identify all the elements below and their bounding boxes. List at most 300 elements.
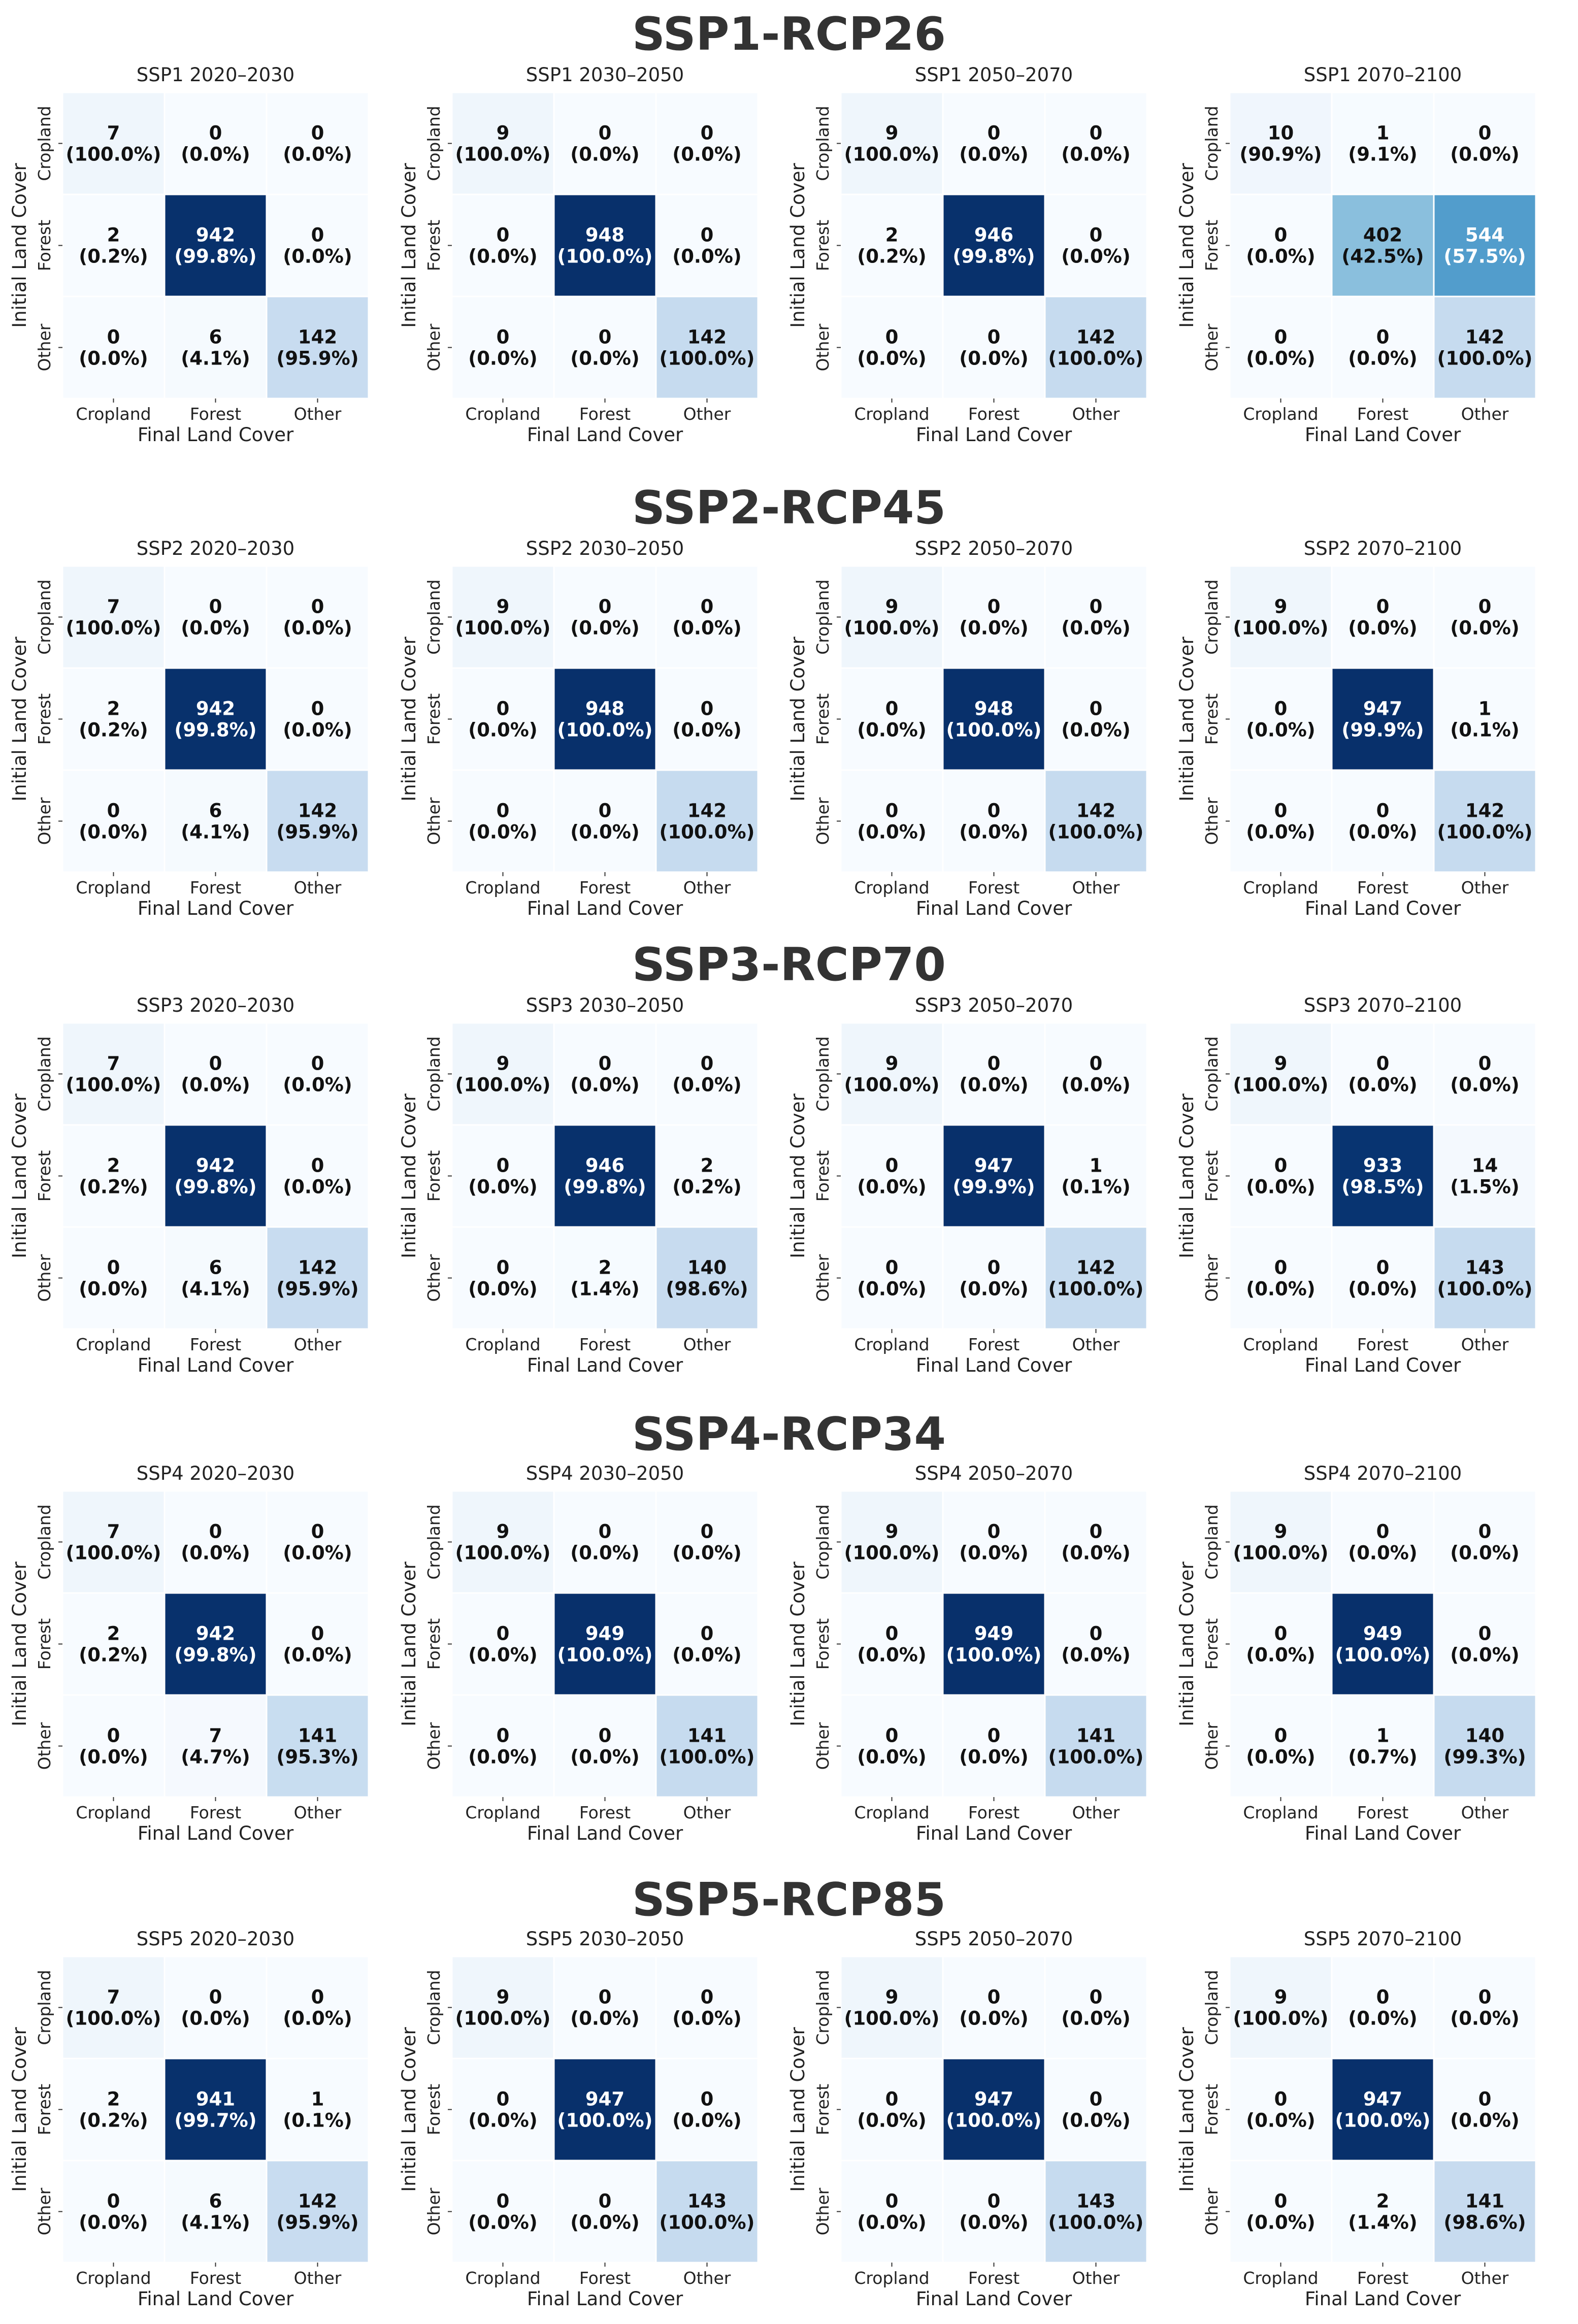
y-tick-label: Cropland <box>424 1036 444 1112</box>
x-axis-title: Final Land Cover <box>915 2288 1072 2310</box>
cell-percent: (100.0%) <box>844 1542 940 1564</box>
y-axis-title: Initial Land Cover <box>1176 637 1198 802</box>
cell-count: 0 <box>107 1724 120 1747</box>
x-axis-title: Final Land Cover <box>137 2288 294 2310</box>
y-tick-label: Other <box>1202 2187 1222 2236</box>
y-tick-label: Cropland <box>1202 1504 1222 1580</box>
y-axis-title: Initial Land Cover <box>9 163 30 328</box>
cell-percent: (0.0%) <box>672 617 742 639</box>
cell-count: 942 <box>195 698 236 720</box>
cell-percent: (0.7%) <box>1348 1746 1418 1768</box>
cell-percent: (0.2%) <box>79 1644 148 1666</box>
cell-count: 0 <box>311 122 324 144</box>
y-tick-label: Cropland <box>813 106 833 181</box>
cell-count: 0 <box>885 698 899 720</box>
cell-count: 0 <box>700 224 714 246</box>
cell-count: 941 <box>195 2088 236 2110</box>
cell-percent: (0.0%) <box>1246 821 1316 843</box>
cell-count: 0 <box>209 1520 222 1543</box>
cell-percent: (0.0%) <box>79 2211 148 2234</box>
x-tick-label: Cropland <box>1243 2268 1319 2288</box>
x-tick-label: Cropland <box>465 404 541 424</box>
x-tick-label: Cropland <box>465 878 541 898</box>
y-axis-title: Initial Land Cover <box>787 1562 809 1727</box>
cell-percent: (0.0%) <box>468 1644 538 1666</box>
confusion-heatmap <box>1169 1921 1556 2323</box>
x-axis-title: Final Land Cover <box>137 1822 294 1844</box>
y-tick-label: Cropland <box>35 1504 54 1580</box>
cell-count: 0 <box>311 224 324 246</box>
cell-percent: (99.8%) <box>174 245 257 268</box>
x-axis-title: Final Land Cover <box>527 424 683 446</box>
cell-count: 0 <box>311 1154 324 1177</box>
y-axis-title: Initial Land Cover <box>787 1093 809 1258</box>
cell-percent: (0.0%) <box>857 1278 927 1300</box>
y-tick-label: Other <box>424 1722 444 1770</box>
cell-percent: (0.0%) <box>857 1644 927 1666</box>
cell-count: 0 <box>1274 1154 1288 1177</box>
x-axis-title: Final Land Cover <box>137 1354 294 1376</box>
y-tick-label: Forest <box>813 1150 833 1202</box>
cell-count: 0 <box>700 1622 714 1645</box>
panel-title: SSP3 2030–2050 <box>525 994 684 1016</box>
cell-count: 10 <box>1267 122 1294 144</box>
cell-percent: (0.0%) <box>672 245 742 268</box>
confusion-heatmap <box>780 530 1167 933</box>
y-tick-label: Forest <box>1202 219 1222 272</box>
cell-percent: (98.6%) <box>1443 2211 1526 2234</box>
panel-title: SSP2 2030–2050 <box>525 538 684 559</box>
y-tick-label: Cropland <box>813 1036 833 1112</box>
cell-count: 9 <box>885 122 899 144</box>
y-tick-label: Other <box>35 1722 54 1770</box>
cell-percent: (0.0%) <box>1246 2211 1316 2234</box>
panel-title: SSP1 2030–2050 <box>525 64 684 86</box>
cell-percent: (100.0%) <box>844 2007 940 2030</box>
y-axis-title: Initial Land Cover <box>9 2027 30 2192</box>
cell-percent: (0.0%) <box>1348 821 1418 843</box>
cell-count: 0 <box>1089 2088 1103 2110</box>
cell-count: 6 <box>209 2190 222 2212</box>
cell-percent: (0.0%) <box>570 2007 640 2030</box>
cell-count: 0 <box>1274 2088 1288 2110</box>
y-tick-label: Forest <box>35 219 54 272</box>
x-axis-title: Final Land Cover <box>527 1822 683 1844</box>
cell-count: 141 <box>1076 1724 1116 1747</box>
confusion-heatmap <box>391 1455 778 1858</box>
x-tick-label: Other <box>1072 1803 1120 1822</box>
cell-count: 0 <box>987 122 1001 144</box>
x-tick-label: Other <box>683 878 731 898</box>
cell-count: 0 <box>311 1622 324 1645</box>
cell-percent: (100.0%) <box>1048 1746 1144 1768</box>
cell-percent: (0.0%) <box>283 1176 352 1198</box>
cell-percent: (1.4%) <box>1348 2211 1418 2234</box>
cell-percent: (0.0%) <box>959 2211 1029 2234</box>
cell-count: 141 <box>1465 2190 1505 2212</box>
cell-percent: (100.0%) <box>946 719 1042 741</box>
cell-percent: (0.0%) <box>959 2007 1029 2030</box>
cell-percent: (0.0%) <box>672 2109 742 2132</box>
y-tick-label: Other <box>35 2187 54 2236</box>
cell-percent: (9.1%) <box>1348 143 1418 165</box>
x-tick-label: Other <box>1072 878 1120 898</box>
cell-count: 9 <box>885 1986 899 2008</box>
y-tick-label: Other <box>813 797 833 845</box>
y-tick-label: Other <box>813 323 833 372</box>
cell-percent: (95.9%) <box>276 1278 359 1300</box>
cell-count: 2 <box>598 1256 612 1279</box>
cell-count: 946 <box>974 224 1014 246</box>
cell-percent: (0.0%) <box>1450 2007 1520 2030</box>
cell-count: 0 <box>700 1520 714 1543</box>
cell-count: 7 <box>107 1520 120 1543</box>
cell-percent: (100.0%) <box>1233 1074 1329 1096</box>
panel-title: SSP5 2070–2100 <box>1303 1928 1462 1950</box>
cell-count: 948 <box>974 698 1014 720</box>
cell-percent: (100.0%) <box>844 143 940 165</box>
cell-percent: (100.0%) <box>659 1746 755 1768</box>
cell-count: 0 <box>1478 1520 1492 1543</box>
cell-count: 9 <box>885 1052 899 1075</box>
y-axis-title: Initial Land Cover <box>787 2027 809 2192</box>
cell-percent: (0.0%) <box>181 2007 250 2030</box>
y-tick-label: Cropland <box>1202 579 1222 655</box>
cell-percent: (0.0%) <box>1246 1176 1316 1198</box>
cell-percent: (0.0%) <box>570 821 640 843</box>
cell-percent: (0.0%) <box>570 2211 640 2234</box>
cell-count: 2 <box>107 224 120 246</box>
cell-count: 9 <box>496 1052 510 1075</box>
cell-count: 9 <box>496 1520 510 1543</box>
y-tick-label: Cropland <box>813 579 833 655</box>
cell-count: 142 <box>298 326 338 348</box>
y-axis-title: Initial Land Cover <box>1176 2027 1198 2192</box>
cell-percent: (0.0%) <box>1246 1278 1316 1300</box>
y-tick-label: Forest <box>1202 1618 1222 1670</box>
cell-percent: (100.0%) <box>65 1074 161 1096</box>
y-axis-title: Initial Land Cover <box>398 163 420 328</box>
cell-percent: (0.0%) <box>283 2007 352 2030</box>
cell-percent: (0.0%) <box>570 1746 640 1768</box>
panel-title: SSP5 2030–2050 <box>525 1928 684 1950</box>
cell-count: 2 <box>107 698 120 720</box>
cell-count: 0 <box>885 326 899 348</box>
y-tick-label: Cropland <box>35 106 54 181</box>
y-tick-label: Other <box>424 323 444 372</box>
panel-title: SSP5 2050–2070 <box>914 1928 1073 1950</box>
y-axis-title: Initial Land Cover <box>9 637 30 802</box>
cell-count: 0 <box>598 595 612 618</box>
cell-count: 0 <box>1089 1520 1103 1543</box>
cell-percent: (99.7%) <box>174 2109 257 2132</box>
cell-percent: (0.0%) <box>79 821 148 843</box>
cell-count: 142 <box>1465 326 1505 348</box>
cell-count: 9 <box>496 1986 510 2008</box>
cell-count: 942 <box>195 1622 236 1645</box>
cell-percent: (0.0%) <box>1061 143 1131 165</box>
cell-percent: (0.0%) <box>1061 245 1131 268</box>
scenario-title: SSP2-RCP45 <box>632 481 946 535</box>
confusion-heatmap <box>1169 1455 1556 1858</box>
x-tick-label: Other <box>1461 1803 1509 1822</box>
x-tick-label: Cropland <box>76 404 151 424</box>
y-tick-label: Forest <box>813 693 833 745</box>
cell-percent: (0.0%) <box>1246 1644 1316 1666</box>
y-tick-label: Forest <box>424 693 444 745</box>
x-tick-label: Other <box>1461 2268 1509 2288</box>
cell-percent: (0.0%) <box>1246 2109 1316 2132</box>
cell-count: 0 <box>885 800 899 822</box>
cell-count: 0 <box>598 326 612 348</box>
cell-count: 0 <box>1478 1052 1492 1075</box>
cell-percent: (0.1%) <box>1450 719 1520 741</box>
cell-count: 7 <box>107 122 120 144</box>
cell-percent: (95.9%) <box>276 2211 359 2234</box>
y-tick-label: Forest <box>35 693 54 745</box>
cell-percent: (99.9%) <box>1341 719 1424 741</box>
cell-percent: (0.0%) <box>468 2211 538 2234</box>
cell-count: 0 <box>1274 1256 1288 1279</box>
cell-count: 0 <box>1376 595 1390 618</box>
x-axis-title: Final Land Cover <box>915 1354 1072 1376</box>
cell-percent: (0.0%) <box>857 719 927 741</box>
cell-count: 142 <box>298 2190 338 2212</box>
cell-count: 9 <box>1274 595 1288 618</box>
y-tick-label: Forest <box>35 1150 54 1202</box>
cell-count: 0 <box>107 800 120 822</box>
cell-count: 0 <box>311 595 324 618</box>
x-tick-label: Cropland <box>465 1335 541 1354</box>
cell-count: 143 <box>1465 1256 1505 1279</box>
panel-title: SSP4 2070–2100 <box>1303 1463 1462 1484</box>
cell-count: 140 <box>687 1256 727 1279</box>
x-tick-label: Forest <box>968 404 1020 424</box>
cell-count: 142 <box>298 1256 338 1279</box>
cell-percent: (0.0%) <box>468 2109 538 2132</box>
y-tick-label: Other <box>1202 1254 1222 1302</box>
panel-title: SSP2 2020–2030 <box>136 538 295 559</box>
cell-count: 7 <box>107 1052 120 1075</box>
y-tick-label: Other <box>424 2187 444 2236</box>
cell-percent: (1.4%) <box>570 1278 640 1300</box>
cell-count: 142 <box>1076 1256 1116 1279</box>
x-tick-label: Cropland <box>1243 878 1319 898</box>
cell-count: 0 <box>987 1724 1001 1747</box>
cell-percent: (0.0%) <box>570 143 640 165</box>
cell-count: 0 <box>1274 1622 1288 1645</box>
cell-percent: (0.0%) <box>1061 1644 1131 1666</box>
cell-percent: (100.0%) <box>1233 1542 1329 1564</box>
y-tick-label: Forest <box>1202 2083 1222 2136</box>
panel-title: SSP3 2070–2100 <box>1303 994 1462 1016</box>
cell-percent: (0.0%) <box>468 821 538 843</box>
cell-count: 933 <box>1363 1154 1403 1177</box>
y-axis-title: Initial Land Cover <box>398 1562 420 1727</box>
cell-percent: (4.7%) <box>181 1746 250 1768</box>
cell-percent: (95.3%) <box>276 1746 359 1768</box>
cell-percent: (100.0%) <box>659 821 755 843</box>
cell-percent: (100.0%) <box>65 617 161 639</box>
cell-count: 949 <box>585 1622 625 1645</box>
cell-percent: (100.0%) <box>65 143 161 165</box>
y-tick-label: Forest <box>813 2083 833 2136</box>
y-tick-label: Other <box>424 1254 444 1302</box>
cell-count: 0 <box>1478 595 1492 618</box>
y-axis-title: Initial Land Cover <box>1176 1562 1198 1727</box>
cell-percent: (100.0%) <box>557 719 653 741</box>
x-axis-title: Final Land Cover <box>1304 898 1461 919</box>
cell-percent: (0.0%) <box>857 347 927 370</box>
cell-count: 0 <box>700 1052 714 1075</box>
x-axis-title: Final Land Cover <box>1304 2288 1461 2310</box>
x-tick-label: Forest <box>579 404 631 424</box>
x-tick-label: Forest <box>579 1335 631 1354</box>
cell-percent: (0.0%) <box>1348 617 1418 639</box>
cell-count: 0 <box>1376 1256 1390 1279</box>
cell-count: 0 <box>1478 1986 1492 2008</box>
cell-count: 0 <box>496 800 510 822</box>
y-tick-label: Other <box>1202 323 1222 372</box>
x-tick-label: Forest <box>968 2268 1020 2288</box>
cell-count: 9 <box>1274 1986 1288 2008</box>
cell-percent: (100.0%) <box>946 2109 1042 2132</box>
cell-percent: (100.0%) <box>65 2007 161 2030</box>
cell-percent: (0.0%) <box>1348 1542 1418 1564</box>
y-tick-label: Cropland <box>1202 1970 1222 2045</box>
confusion-heatmap <box>1169 987 1556 1390</box>
x-axis-title: Final Land Cover <box>527 1354 683 1376</box>
cell-count: 0 <box>700 1986 714 2008</box>
cell-percent: (0.0%) <box>857 1176 927 1198</box>
cell-percent: (0.0%) <box>672 1542 742 1564</box>
y-tick-label: Forest <box>813 1618 833 1670</box>
x-tick-label: Cropland <box>1243 1335 1319 1354</box>
y-axis-title: Initial Land Cover <box>9 1562 30 1727</box>
confusion-heatmap <box>2 530 389 933</box>
cell-count: 0 <box>1274 2190 1288 2212</box>
cell-percent: (100.0%) <box>455 1542 551 1564</box>
cell-percent: (0.0%) <box>959 1746 1029 1768</box>
cell-count: 0 <box>1089 224 1103 246</box>
y-tick-label: Cropland <box>1202 1036 1222 1112</box>
cell-percent: (98.6%) <box>666 1278 748 1300</box>
cell-count: 0 <box>1274 224 1288 246</box>
cell-percent: (0.0%) <box>1348 1278 1418 1300</box>
cell-count: 142 <box>687 800 727 822</box>
cell-count: 0 <box>1089 122 1103 144</box>
cell-count: 0 <box>1376 1986 1390 2008</box>
cell-percent: (100.0%) <box>1437 821 1533 843</box>
cell-count: 0 <box>1089 1052 1103 1075</box>
y-tick-label: Cropland <box>424 106 444 181</box>
cell-count: 0 <box>598 122 612 144</box>
panel-title: SSP2 2070–2100 <box>1303 538 1462 559</box>
cell-count: 0 <box>1274 698 1288 720</box>
cell-percent: (0.0%) <box>857 2211 927 2234</box>
cell-count: 948 <box>585 224 625 246</box>
cell-percent: (0.1%) <box>283 2109 352 2132</box>
cell-count: 7 <box>107 595 120 618</box>
x-tick-label: Other <box>1072 2268 1120 2288</box>
cell-count: 0 <box>700 595 714 618</box>
cell-percent: (100.0%) <box>1437 347 1533 370</box>
cell-percent: (100.0%) <box>1233 617 1329 639</box>
panel-title: SSP1 2050–2070 <box>914 64 1073 86</box>
cell-percent: (0.0%) <box>283 245 352 268</box>
cell-count: 0 <box>1089 698 1103 720</box>
cell-count: 0 <box>987 800 1001 822</box>
cell-percent: (0.0%) <box>1061 2109 1131 2132</box>
cell-percent: (95.9%) <box>276 347 359 370</box>
cell-percent: (0.0%) <box>79 1746 148 1768</box>
y-axis-title: Initial Land Cover <box>787 637 809 802</box>
cell-count: 141 <box>687 1724 727 1747</box>
x-tick-label: Other <box>293 1803 342 1822</box>
y-tick-label: Other <box>35 323 54 372</box>
cell-count: 6 <box>209 326 222 348</box>
cell-count: 9 <box>885 1520 899 1543</box>
cell-percent: (90.9%) <box>1239 143 1322 165</box>
x-tick-label: Forest <box>1357 404 1409 424</box>
y-tick-label: Cropland <box>424 1970 444 2045</box>
y-tick-label: Cropland <box>813 1970 833 2045</box>
cell-percent: (100.0%) <box>659 347 755 370</box>
cell-percent: (99.8%) <box>174 1176 257 1198</box>
cell-percent: (0.0%) <box>959 1074 1029 1096</box>
cell-count: 9 <box>1274 1052 1288 1075</box>
y-tick-label: Forest <box>35 1618 54 1670</box>
y-axis-title: Initial Land Cover <box>1176 1093 1198 1258</box>
cell-count: 0 <box>496 2190 510 2212</box>
y-tick-label: Cropland <box>813 1504 833 1580</box>
x-tick-label: Other <box>683 2268 731 2288</box>
cell-count: 142 <box>687 326 727 348</box>
x-tick-label: Other <box>683 404 731 424</box>
cell-count: 0 <box>107 326 120 348</box>
confusion-heatmap <box>2 987 389 1390</box>
cell-percent: (100.0%) <box>455 2007 551 2030</box>
cell-percent: (0.0%) <box>79 1278 148 1300</box>
panel-title: SSP2 2050–2070 <box>914 538 1073 559</box>
cell-percent: (0.0%) <box>1348 2007 1418 2030</box>
cell-count: 0 <box>885 1724 899 1747</box>
x-tick-label: Forest <box>579 2268 631 2288</box>
y-tick-label: Forest <box>424 1618 444 1670</box>
cell-percent: (0.0%) <box>1061 1542 1131 1564</box>
cell-count: 0 <box>700 2088 714 2110</box>
y-axis-title: Initial Land Cover <box>398 2027 420 2192</box>
confusion-heatmap <box>780 1455 1167 1858</box>
cell-percent: (0.0%) <box>468 1746 538 1768</box>
scenario-title: SSP1-RCP26 <box>632 8 946 61</box>
cell-count: 0 <box>496 224 510 246</box>
cell-count: 0 <box>496 2088 510 2110</box>
x-tick-label: Other <box>1461 404 1509 424</box>
cell-count: 143 <box>1076 2190 1116 2212</box>
cell-count: 0 <box>311 698 324 720</box>
cell-count: 0 <box>496 698 510 720</box>
cell-count: 947 <box>1363 2088 1403 2110</box>
cell-percent: (0.0%) <box>1246 347 1316 370</box>
cell-percent: (0.0%) <box>959 821 1029 843</box>
confusion-heatmap <box>1169 57 1556 459</box>
cell-count: 1 <box>311 2088 324 2110</box>
cell-percent: (0.2%) <box>79 245 148 268</box>
cell-count: 0 <box>885 1256 899 1279</box>
cell-percent: (0.0%) <box>857 2109 927 2132</box>
panel-title: SSP1 2070–2100 <box>1303 64 1462 86</box>
